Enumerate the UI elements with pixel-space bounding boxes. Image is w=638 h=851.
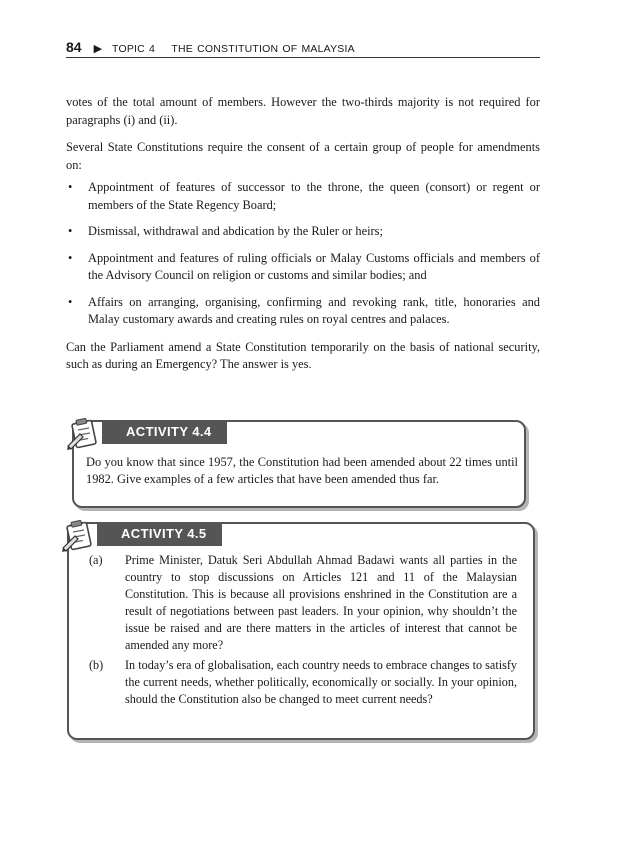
- bullet-icon: •: [68, 224, 73, 238]
- page-number: 84: [66, 39, 82, 55]
- topic-title: TOPIC 4 THE CONSTITUTION OF MALAYSIA: [112, 43, 355, 55]
- activity-4-4-text: Do you know that since 1957, the Constitution had been amended about 22 times until 1982. Give examples of a few articles that have been amended thus far.: [86, 455, 518, 486]
- item-text: In today’s era of globalisation, each country needs to embrace changes to satisfy the current needs, whether politically, economically or socially. In your opinion, should the Constitution also be changed to meet current needs?: [125, 658, 517, 706]
- bullet-icon: •: [68, 180, 73, 194]
- bullet-list: [66, 179, 540, 329]
- pencil-clipboard-icon: [61, 518, 97, 552]
- item-text: Prime Minister, Datuk Seri Abdullah Ahmad Badawi wants all parties in the country to stop discussions on Articles 121 and 11 of the Malaysian Constitution. This is because all provisions enshrined in the Constitution are a result of negotiations between past leaders. In your opinion, why shouldn’t the issue be raised and are there matters in the articles of interest that cannot be amended any more?: [125, 553, 517, 652]
- item-label: (a): [89, 553, 103, 567]
- paragraph-1: votes of the total amount of members. However the two-thirds majority is not required for paragraphs (i) and (ii).: [66, 95, 540, 127]
- bullet-icon: •: [68, 294, 73, 309]
- paragraph-3: Can the Parliament amend a State Constitution temporarily on the basis of national security, such as during an Emergency? The answer is yes.: [66, 339, 540, 371]
- list-item: • Affairs on arranging, organising, confirming and revoking rank, title, honoraries and Malay customary awards and creating rules on royal centres and palaces.: [68, 294, 540, 326]
- activity-4-4-title: ACTIVITY 4.4: [102, 420, 227, 444]
- paragraph-2: Several State Constitutions require the consent of a certain group of people for amendments on:: [66, 140, 540, 172]
- list-item: • Appointment of features of successor to the throne, the queen (consort) or regent or members of the State Regency Board;: [68, 180, 540, 212]
- activity-4-5-box: [67, 522, 535, 740]
- list-item: • Dismissal, withdrawal and abdication by the Ruler or heirs;: [66, 223, 540, 241]
- list-item: [89, 657, 517, 708]
- body-text: [66, 94, 540, 384]
- activity-4-5-title: ACTIVITY 4.5: [97, 522, 222, 546]
- item-label: (b): [89, 658, 104, 672]
- list-item: [89, 552, 517, 654]
- page-header: [66, 38, 540, 58]
- pencil-clipboard-icon: [66, 416, 102, 450]
- activity-4-5-list: [89, 552, 517, 711]
- bullet-icon: •: [68, 250, 73, 265]
- activity-4-4-box: [72, 420, 526, 508]
- list-item: • Appointment and features of ruling officials or Malay Customs officials and members of the Advisory Council on religion or customs and similar bodies; and: [68, 250, 540, 282]
- arrow-icon: ▶: [93, 43, 103, 55]
